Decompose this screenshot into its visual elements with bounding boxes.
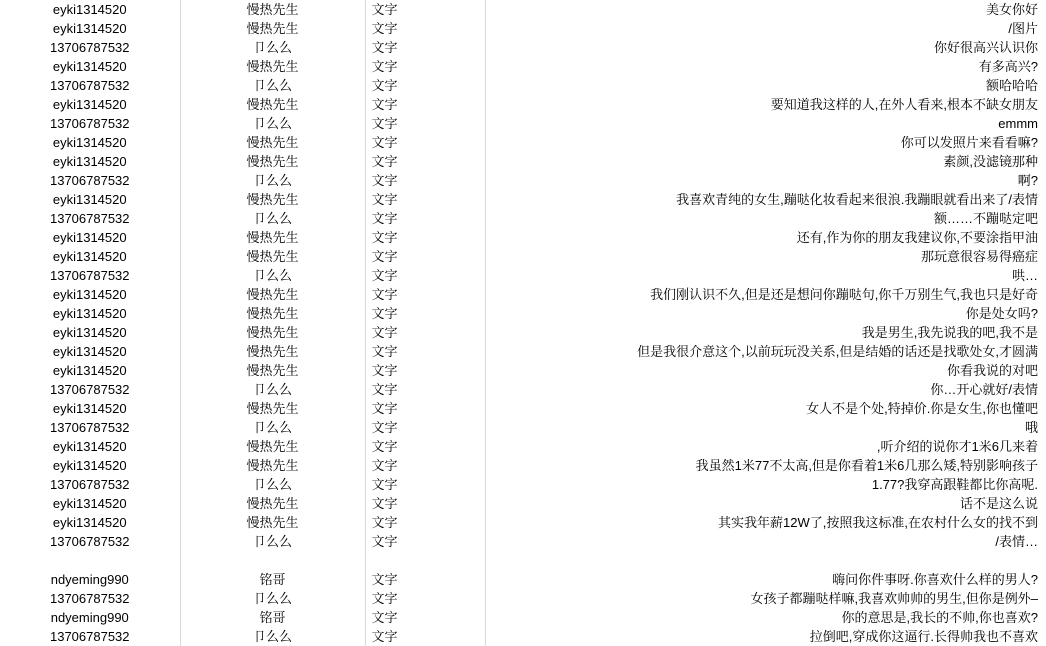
message-type: 文字 [365,304,485,323]
sender-id: eyki1314520 [0,342,180,361]
message-content: 哦 [1024,420,1038,435]
sender-nickname: 慢热先生 [180,342,365,361]
message-content: 你是处女吗? [965,306,1038,321]
message-type: 文字 [365,190,485,209]
table-row-spacer [0,551,1046,570]
message-type: 文字 [365,266,485,285]
message-content: 还有,作为你的朋友我建议你,不要涂指甲油 [796,230,1038,245]
sender-id: eyki1314520 [0,228,180,247]
message-type: 文字 [365,38,485,57]
sender-id: 13706787532 [0,475,180,494]
message-type: 文字 [365,475,485,494]
message-type: 文字 [365,171,485,190]
message-content: 你…开心就好/表情 [930,382,1038,397]
message-type: 文字 [365,532,485,551]
table-cell-empty [0,551,180,570]
sender-id: 13706787532 [0,418,180,437]
message-content: 你好很高兴认识你 [933,40,1038,55]
sender-id: 13706787532 [0,589,180,608]
sender-id: eyki1314520 [0,57,180,76]
sender-id: eyki1314520 [0,0,180,19]
message-content: 素颜,没滤镜那种 [943,154,1038,169]
sender-nickname: 慢热先生 [180,361,365,380]
sender-id: eyki1314520 [0,399,180,418]
message-type: 文字 [365,589,485,608]
message-type: 文字 [365,399,485,418]
sender-nickname: 铭哥 [180,570,365,589]
table-row [0,323,1046,342]
sender-id: eyki1314520 [0,19,180,38]
sender-nickname: 慢热先生 [180,95,365,114]
message-type: 文字 [365,114,485,133]
message-content: 我虽然1米77不太高,但是你看着1米6几那么矮,特别影响孩子 [695,458,1038,473]
sender-id: 13706787532 [0,76,180,95]
sender-nickname: 慢热先生 [180,247,365,266]
message-content: 你看我说的对吧 [946,363,1038,378]
table-row [0,76,1046,95]
message-type: 文字 [365,209,485,228]
message-type: 文字 [365,0,485,19]
sender-nickname: 慢热先生 [180,57,365,76]
sender-nickname: 卩么么 [180,171,365,190]
message-content: 嗨问你件事呀.你喜欢什么样的男人? [832,572,1038,587]
message-content: 其实我年薪12W了,按照我这标准,在农村什么女的找不到 [718,515,1038,530]
message-type: 文字 [365,342,485,361]
message-content: 美女你好 [985,2,1038,17]
table-row [0,475,1046,494]
message-type: 文字 [365,285,485,304]
message-content: 有多高兴? [978,59,1038,74]
sender-nickname: 慢热先生 [180,323,365,342]
message-type: 文字 [365,228,485,247]
message-type: 文字 [365,380,485,399]
sender-nickname: 慢热先生 [180,437,365,456]
table-row [0,190,1046,209]
table-row [0,570,1046,589]
table-row [0,228,1046,247]
sender-nickname: 慢热先生 [180,285,365,304]
table-row [0,608,1046,627]
sender-nickname: 慢热先生 [180,513,365,532]
message-type: 文字 [365,418,485,437]
message-content: 拉倒吧,穿成你这逼行.长得帅我也不喜欢 [809,629,1038,644]
table-row [0,171,1046,190]
sender-nickname: 慢热先生 [180,190,365,209]
sender-nickname: 卩么么 [180,38,365,57]
sender-id: eyki1314520 [0,323,180,342]
sender-nickname: 卩么么 [180,114,365,133]
table-row [0,304,1046,323]
sender-nickname: 卩么么 [180,627,365,646]
table-cell-empty [365,551,485,570]
sender-nickname: 慢热先生 [180,399,365,418]
message-content: ,听介绍的说你才1米6几来着 [876,439,1038,454]
sender-id: ndyeming990 [0,570,180,589]
message-content: /表情… [995,534,1038,549]
table-row [0,589,1046,608]
sender-id: ndyeming990 [0,608,180,627]
sender-id: 13706787532 [0,380,180,399]
message-content: 你的意思是,我长的不帅,你也喜欢? [841,610,1038,625]
sender-id: eyki1314520 [0,95,180,114]
sender-id: 13706787532 [0,627,180,646]
sender-id: eyki1314520 [0,304,180,323]
message-type: 文字 [365,323,485,342]
table-row [0,95,1046,114]
message-content: 女孩子都蹦哒样嘛,我喜欢帅帅的男生,但你是例外– [750,591,1038,606]
table-row [0,399,1046,418]
message-content: 额……不蹦哒定吧 [933,211,1038,226]
message-type: 文字 [365,95,485,114]
sender-id: eyki1314520 [0,437,180,456]
message-content: 女人不是个处,特掉价.你是女生,你也懂吧 [806,401,1038,416]
sender-id: 13706787532 [0,266,180,285]
sender-nickname: 卩么么 [180,209,365,228]
table-row [0,57,1046,76]
table-row [0,418,1046,437]
table-row [0,247,1046,266]
message-type: 文字 [365,361,485,380]
message-content: 但是我很介意这个,以前玩玩没关系,但是结婚的话还是找歌处女,才圆满 [637,344,1038,359]
message-type: 文字 [365,152,485,171]
sender-id: eyki1314520 [0,456,180,475]
message-type: 文字 [365,513,485,532]
sender-id: 13706787532 [0,171,180,190]
message-content: 话不是这么说 [959,496,1038,511]
message-type: 文字 [365,247,485,266]
table-row [0,494,1046,513]
table-row [0,19,1046,38]
sender-id: eyki1314520 [0,247,180,266]
message-type: 文字 [365,627,485,646]
message-content: /图片 [1008,21,1038,36]
message-content: 额哈哈哈 [985,78,1038,93]
sender-nickname: 卩么么 [180,532,365,551]
table-cell-empty [485,551,1046,570]
table-row [0,380,1046,399]
message-content: 要知道我这样的人,在外人看来,根本不缺女朋友 [770,97,1038,112]
table-row [0,114,1046,133]
message-content: 我喜欢青纯的女生,蹦哒化妆看起来很浪.我蹦眼就看出来了/表情 [676,192,1038,207]
table-row [0,437,1046,456]
sender-nickname: 慢热先生 [180,494,365,513]
sender-nickname: 慢热先生 [180,304,365,323]
message-type: 文字 [365,76,485,95]
message-content: 哄… [1011,268,1038,283]
sender-id: eyki1314520 [0,361,180,380]
sender-nickname: 慢热先生 [180,456,365,475]
sender-id: 13706787532 [0,114,180,133]
message-content: 你可以发照片来看看嘛? [900,135,1038,150]
table-row [0,342,1046,361]
sender-id: eyki1314520 [0,133,180,152]
message-content: 1.77?我穿高跟鞋都比你高呢. [871,477,1038,492]
table-row [0,285,1046,304]
message-content: emmm [998,116,1038,131]
message-content: 那玩意很容易得癌症 [920,249,1038,264]
sender-id: eyki1314520 [0,513,180,532]
table-row [0,0,1046,19]
sender-id: eyki1314520 [0,152,180,171]
sender-nickname: 慢热先生 [180,19,365,38]
message-type: 文字 [365,133,485,152]
message-type: 文字 [365,570,485,589]
message-content: 我们刚认识不久,但是还是想问你蹦哒句,你千万别生气,我也只是好奇 [650,287,1038,302]
sender-id: eyki1314520 [0,285,180,304]
sender-id: eyki1314520 [0,190,180,209]
table-row [0,38,1046,57]
message-content: 我是男生,我先说我的吧,我不是 [861,325,1038,340]
sender-nickname: 卩么么 [180,418,365,437]
sender-nickname: 慢热先生 [180,228,365,247]
message-type: 文字 [365,494,485,513]
message-content: 啊? [1017,173,1038,188]
sender-nickname: 卩么么 [180,266,365,285]
sender-id: 13706787532 [0,209,180,228]
message-type: 文字 [365,608,485,627]
sender-id: 13706787532 [0,532,180,551]
table-row [0,513,1046,532]
sender-nickname: 卩么么 [180,76,365,95]
sender-nickname: 卩么么 [180,475,365,494]
table-row [0,133,1046,152]
message-type: 文字 [365,57,485,76]
sender-nickname: 卩么么 [180,589,365,608]
table-row [0,361,1046,380]
table-row [0,456,1046,475]
message-type: 文字 [365,19,485,38]
message-type: 文字 [365,437,485,456]
sender-nickname: 慢热先生 [180,0,365,19]
sender-nickname: 慢热先生 [180,152,365,171]
table-row [0,152,1046,171]
table-cell-empty [180,551,365,570]
sender-nickname: 慢热先生 [180,133,365,152]
sender-nickname: 卩么么 [180,380,365,399]
sender-id: eyki1314520 [0,494,180,513]
table-row [0,266,1046,285]
table-row [0,209,1046,228]
sender-id: 13706787532 [0,38,180,57]
table-row [0,532,1046,551]
sender-nickname: 铭哥 [180,608,365,627]
message-type: 文字 [365,456,485,475]
table-row [0,627,1046,646]
